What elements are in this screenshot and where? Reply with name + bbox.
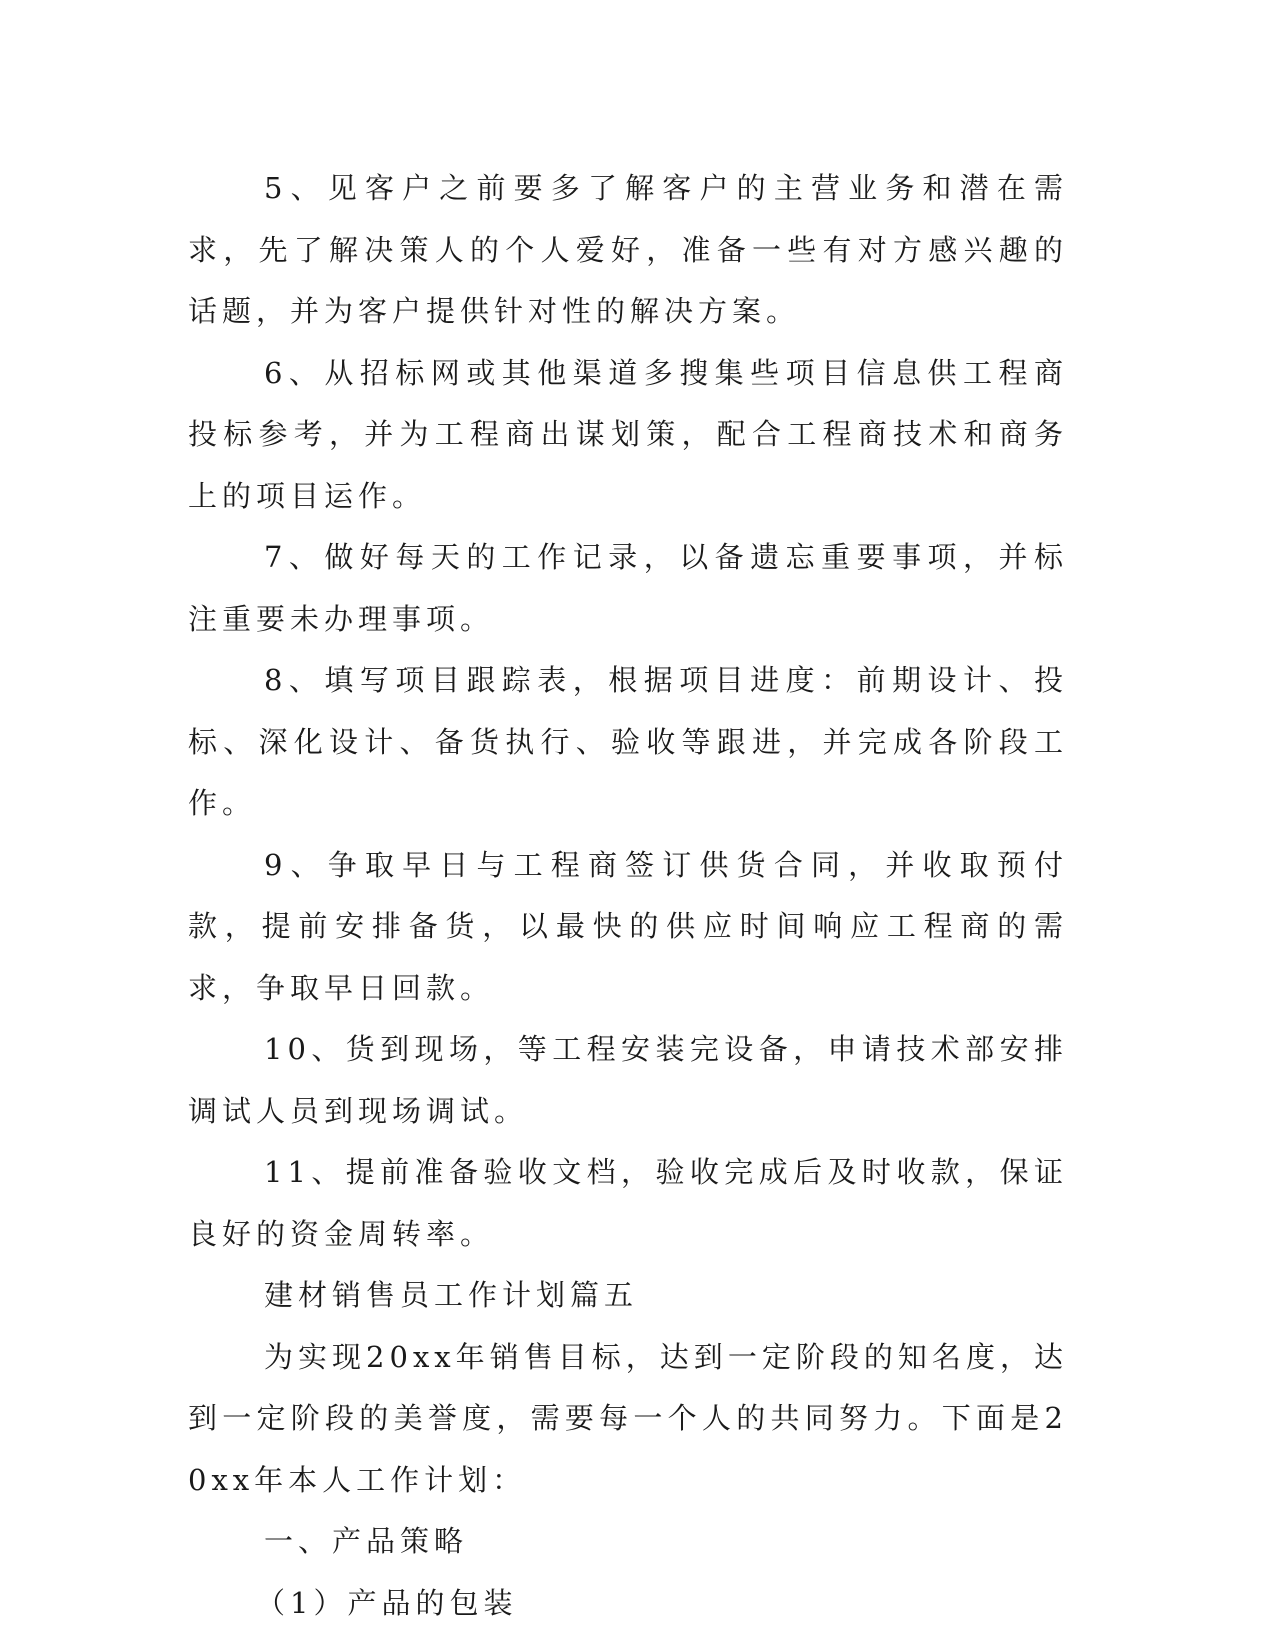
heading-product-strategy: 一、产品策略 <box>264 1524 469 1558</box>
document-body <box>188 158 1068 1634</box>
intro-paragraph: 为实现20xx年销售目标，达到一定阶段的知名度，达到一定阶段的美誉度，需要每一个人的共同努力。下面是20xx年本人工作计划： <box>188 1339 1068 1497</box>
subheading-product-packaging: （1）产品的包装 <box>256 1585 518 1620</box>
paragraph-item-10: 10、货到现场，等工程安装完设备，申请技术部安排调试人员到现场调试。 <box>188 1032 1068 1128</box>
paragraph-item-9: 9、争取早日与工程商签订供货合同，并收取预付款，提前安排备货，以最快的供应时间响应工程商的需求，争取早日回款。 <box>188 847 1068 1005</box>
section-title: 建材销售员工作计划篇五 <box>264 1278 639 1312</box>
paragraph-item-8: 8、填写项目跟踪表，根据项目进度：前期设计、投标、深化设计、备货执行、验收等跟进，并完成各阶段工作。 <box>188 663 1068 820</box>
paragraph-item-5: 5、见客户之前要多了解客户的主营业务和潜在需求，先了解决策人的个人爱好，准备一些有对方感兴趣的话题，并为客户提供针对性的解决方案。 <box>188 171 1068 328</box>
paragraph-item-6: 6、从招标网或其他渠道多搜集些项目信息供工程商投标参考，并为工程商出谋划策，配合工程商技术和商务上的项目运作。 <box>188 355 1068 513</box>
paragraph-item-7: 7、做好每天的工作记录，以备遗忘重要事项，并标注重要未办理事项。 <box>188 540 1068 636</box>
paragraph-item-11: 11、提前准备验收文档，验收完成后及时收款，保证良好的资金周转率。 <box>188 1155 1068 1251</box>
